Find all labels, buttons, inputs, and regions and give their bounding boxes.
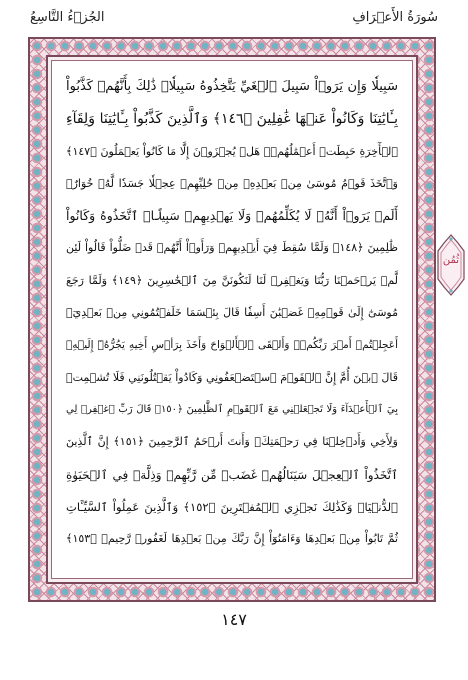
text-line: وَٱتَّخَذَ قَوۡمُ مُوسَىٰ مِنۢ بَعۡدِهِۦ مِنۡ حُلِيِّهِمۡ عِجۡلٗا جَسَدٗا لَّهُۥ خُوَارٌۚ <box>66 176 398 190</box>
juz-name: الجُزۡءُ التَّاسِعُ <box>30 10 105 25</box>
hizb-label: ثُمُن <box>442 255 460 266</box>
frame-border <box>46 55 418 584</box>
text-line: أَلَمۡ يَرَوۡاْ أَنَّهُۥ لَا يُكَلِّمُهُمۡ وَلَا يَهۡدِيهِمۡ سَبِيلًاۘ ٱتَّخَذُوهُ وَكَانُواْ <box>66 208 398 224</box>
text-line: ٱتَّخَذُواْ ٱلۡعِجۡلَ سَيَنَالُهُمۡ غَضَبٞ مِّن رَّبِّهِمۡ وَذِلَّةٞ فِي ٱلۡحَيَوٰةِ <box>66 467 398 482</box>
text-line: ثُمَّ تَابُواْ مِنۢ بَعۡدِهَا وَءَامَنُوٓاْ إِنَّ رَبَّكَ مِنۢ بَعۡدِهَا لَغَفُورٞ رَّحِيمٞ ﴿١٥٣﴾ <box>66 532 398 546</box>
text-line: سَبِيلٗا وَإِن يَرَوۡاْ سَبِيلَ ٱلۡغَيِّ يَتَّخِذُوهُ سَبِيلٗاۚ ذَٰلِكَ بِأَنَّهُمۡ كَذَّبُواْ <box>66 79 398 94</box>
text-line: ٱلدُّنۡيَاۚ وَكَذَٰلِكَ نَجۡزِي ٱلۡمُفۡتَرِينَ ﴿١٥٢﴾ وَٱلَّذِينَ عَمِلُواْ ٱلسَّيِّـَٔاتِ <box>66 499 398 514</box>
text-line: مُوسَىٰٓ إِلَىٰ قَوۡمِهِۦ غَضۡبَٰنَ أَسِفٗا قَالَ بِئۡسَمَا خَلَفۡتُمُونِي مِنۢ بَعۡدِيٓۖ <box>66 306 398 320</box>
text-line: وَلِأَخِي وَأَدۡخِلۡنَا فِي رَحۡمَتِكَۖ وَأَنتَ أَرۡحَمُ ٱلرَّٰحِمِينَ ﴿١٥١﴾ إِنَّ ٱلَّذِينَ <box>66 435 398 449</box>
text-line: قَالَ ٱبۡنَ أُمَّ إِنَّ ٱلۡقَوۡمَ ٱسۡتَضۡعَفُونِي وَكَادُواْ يَقۡتُلُونَنِي فَلَا تُشۡمِتۡ <box>66 370 398 384</box>
hizb-marker <box>436 233 466 297</box>
text-panel <box>51 60 413 579</box>
page-header <box>26 8 442 30</box>
page-number: ١٤٧ <box>221 610 247 629</box>
ornamental-frame <box>28 37 436 602</box>
text-line: بِيَ ٱلۡأَعۡدَآءَ وَلَا تَجۡعَلۡنِي مَعَ ٱلۡقَوۡمِ ٱلظَّٰلِمِينَ ﴿١٥٠﴾ قَالَ رَبِّ ٱغۡفِرۡ لِي <box>66 403 398 415</box>
text-line: ظَٰلِمِينَ ﴿١٤٨﴾ وَلَمَّا سُقِطَ فِيٓ أَيۡدِيهِمۡ وَرَأَوۡاْ أَنَّهُمۡ قَدۡ ضَلُّواْ قَالُواْ لَئِن <box>66 241 398 255</box>
quran-text <box>66 71 398 568</box>
surah-name: سُورَةُ الأَعۡرَافِ <box>352 10 438 25</box>
text-line: أَعَجِلۡتُمۡ أَمۡرَ رَبِّكُمۡۖ وَأَلۡقَى ٱلۡأَلۡوَاحَ وَأَخَذَ بِرَأۡسِ أَخِيهِ يَجُرُّهُۥٓ إِلَيۡهِۚ <box>66 339 398 352</box>
text-line: لَّمۡ يَرۡحَمۡنَا رَبُّنَا وَيَغۡفِرۡ لَنَا لَنَكُونَنَّ مِنَ ٱلۡخَٰسِرِينَ ﴿١٤٩﴾ وَلَمَّا رَجَعَ <box>66 273 398 287</box>
text-line: ٱلۡأٓخِرَةِ حَبِطَتۡ أَعۡمَٰلُهُمۡۚ هَلۡ يُجۡزَوۡنَ إِلَّا مَا كَانُواْ يَعۡمَلُونَ ﴿١٤٧﴾ <box>66 144 398 158</box>
text-line: بِـَٔايَٰتِنَا وَكَانُواْ عَنۡهَا غَٰفِلِينَ ﴿١٤٦﴾ وَٱلَّذِينَ كَذَّبُواْ بِـَٔايَٰتِنَا وَلِقَآءِ <box>66 111 398 128</box>
